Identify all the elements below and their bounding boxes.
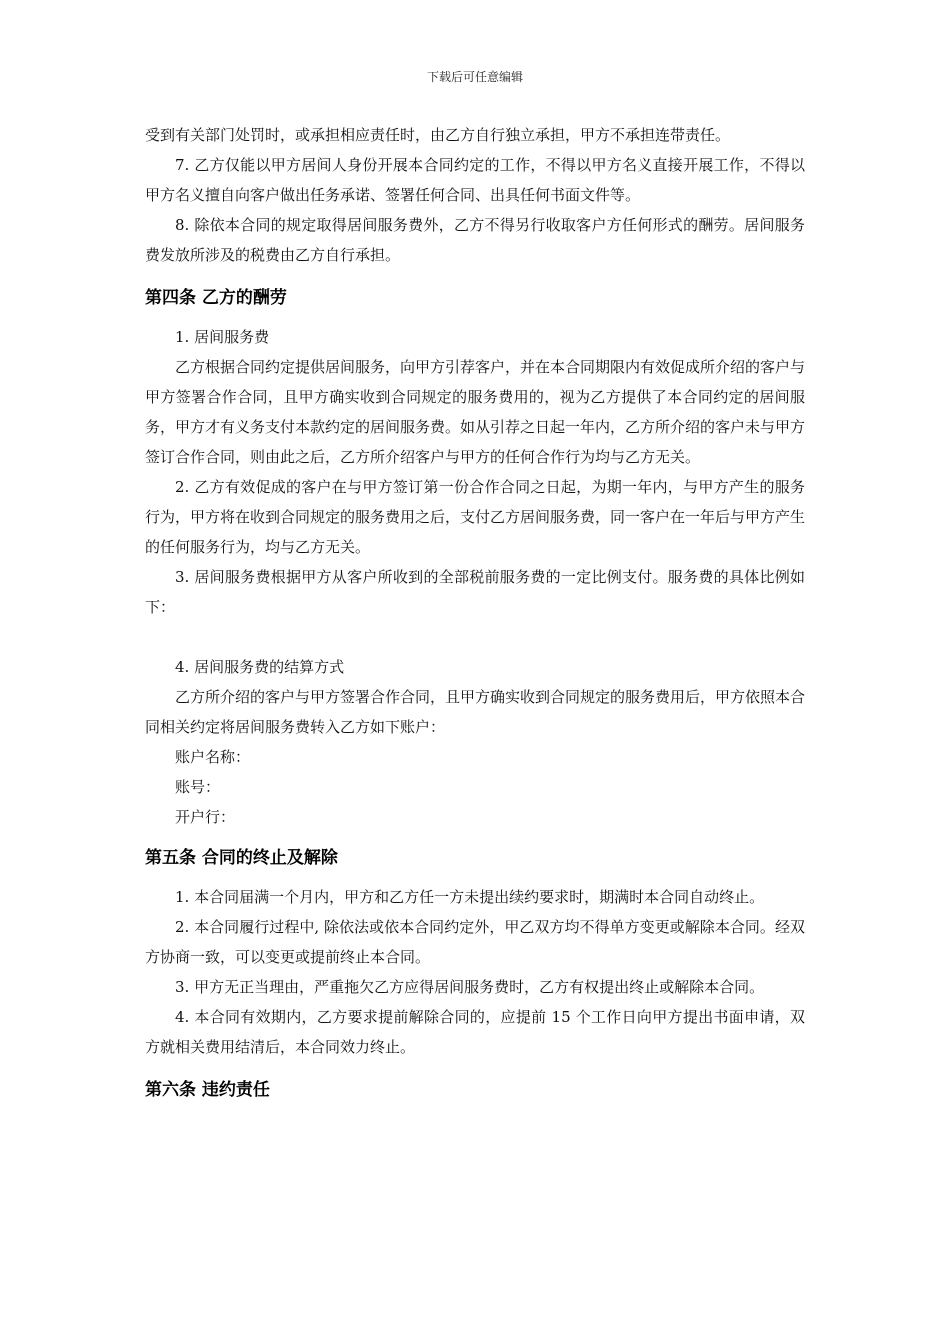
blank-line — [145, 622, 805, 652]
section5-item-1: 1. 本合同届满一个月内，甲方和乙方任一方未提出续约要求时，期满时本合同自动终止。 — [175, 888, 765, 906]
section4-item-1-body: 乙方根据合同约定提供居间服务，向甲方引荐客户，并在本合同期限内有效促成所介绍的客户与甲方签署合作合同，且甲方确实收到合同规定的服务费用的，视为乙方提供了本合同约定的居间服务，甲方才有义务支付本款约定的居间服务费。如从引荐之日起一年内，乙方所介绍的客户未与甲方签订合作合同，则由此之后，乙方所介绍客户与甲方的任何合作行为均与乙方无关。 — [145, 358, 806, 466]
section5-item-3: 3. 甲方无正当理由，严重拖欠乙方应得居间服务费时，乙方有权提出终止或解除本合同。 — [175, 978, 765, 996]
section4-item-2: 2. 乙方有效促成的客户在与甲方签订第一份合作合同之日起，为期一年内，与甲方产生的服务行为，甲方将在收到合同规定的服务费用之后，支付乙方居间服务费，同一客户在一年后与甲方产生的任何服务行为，均与乙方无关。 — [145, 478, 806, 556]
section5-item-2: 2. 本合同履行过程中, 除依法或依本合同约定外，甲乙双方均不得单方变更或解除本合同。经双方协商一致，可以变更或提前终止本合同。 — [145, 918, 805, 966]
section4-item-1-title: 1. 居间服务费 — [175, 328, 270, 346]
section3-item-8: 8. 除依本合同的规定取得居间服务费外，乙方不得另行收取客户方任何形式的酬劳。居间服务费发放所涉及的税费由乙方自行承担。 — [145, 216, 805, 264]
section4-heading: 第四条 乙方的酬劳 — [145, 288, 287, 308]
header-note: 下载后可任意编辑 — [426, 70, 523, 84]
account-number-label: 账号： — [175, 778, 221, 796]
account-name-label: 账户名称： — [175, 748, 251, 766]
section6-heading: 第六条 违约责任 — [145, 1080, 270, 1100]
section4-item-3: 3. 居间服务费根据甲方从客户所收到的全部税前服务费的一定比例支付。服务费的具体比例如下： — [145, 568, 805, 616]
section5-heading: 第五条 合同的终止及解除 — [145, 848, 338, 868]
section3-tail-paragraph: 受到有关部门处罚时，或承担相应责任时，由乙方自行独立承担，甲方不承担连带责任。 — [145, 126, 731, 144]
section3-item-7: 7. 乙方仅能以甲方居间人身份开展本合同约定的工作，不得以甲方名义直接开展工作，不得以甲方名义擅自向客户做出任务承诺、签署任何合同、出具任何书面文件等。 — [145, 156, 805, 204]
bank-label: 开户行： — [175, 808, 236, 826]
section4-item-4-title: 4. 居间服务费的结算方式 — [175, 658, 345, 676]
document-body — [145, 120, 805, 1114]
section4-item-4-body: 乙方所介绍的客户与甲方签署合作合同，且甲方确实收到合同规定的服务费用后，甲方依照本合同相关约定将居间服务费转入乙方如下账户： — [145, 688, 806, 736]
section5-item-4: 4. 本合同有效期内，乙方要求提前解除合同的，应提前 15 个工作日向甲方提出书面申请，双方就相关费用结清后，本合同效力终止。 — [145, 1008, 805, 1056]
